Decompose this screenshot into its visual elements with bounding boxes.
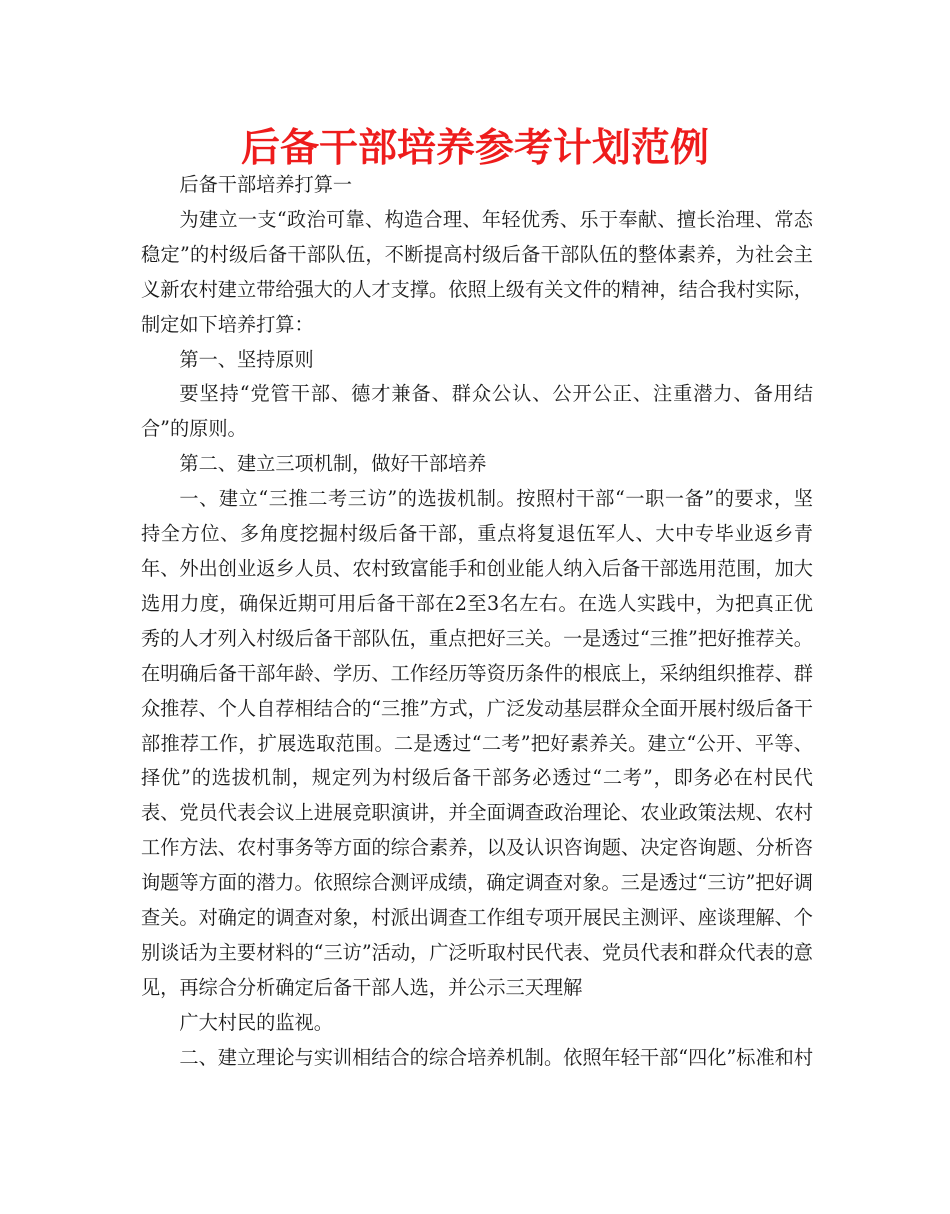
paragraph-section-two-heading: 第二、建立三项机制，做好干部培养 bbox=[179, 452, 487, 476]
paragraph-intro: 为建立一支“政治可靠、构造合理、年轻优秀、乐于奉献、擅长治理、常态稳定”的村级后备干部队伍，不断提高村级后备干部队伍的整体素养，为社会主义新农村建立带给强大的人才支撑。依照上级有关文件的精神，结合我村实际，制定如下培养打算： bbox=[141, 207, 813, 336]
paragraph-principles: 要坚持“党管干部、德才兼备、群众公认、公开公正、注重潜力、备用结合”的原则。 bbox=[141, 382, 813, 441]
paragraph-training-mechanism: 二、建立理论与实训相结合的综合培养机制。依照年轻干部“四化”标准和村 bbox=[179, 1045, 814, 1069]
paragraph-supervision: 广大村民的监视。 bbox=[179, 1010, 333, 1034]
document-title: 后备干部培养参考计划范例 bbox=[240, 126, 709, 171]
paragraph-section-one-heading: 第一、坚持原则 bbox=[179, 347, 314, 371]
paragraph-heading-plan-one: 后备干部培养打算一 bbox=[179, 173, 353, 196]
document-body bbox=[141, 168, 813, 1076]
paragraph-selection-mechanism: 一、建立“三推二考三访”的选拔机制。按照村干部“一职一备”的要求，坚持全方位、多角度挖掘村级后备干部，重点将复退伍军人、大中专毕业返乡青年、外出创业返乡人员、农村致富能手和创业能人纳入后备干部选用范围，加大选用力度，确保近期可用后备干部在2至3名左右。在选人实践中，为把真正优秀的人才列入村级后备干部队伍，重点把好三关。一是透过“三推”把好推荐关。在明确后备干部年龄、学历、工作经历等资历条件的根底上，采纳组织推荐、群众推荐、个人自荐相结合的“三推”方式，广泛发动基层群众全面开展村级后备干部推荐工作，扩展选取范围。二是透过“二考”把好素养关。建立“公开、平等、择优”的选拔机制，规定列为村级后备干部务必透过“二考”，即务必在村民代表、党员代表会议上进展竞职演讲，并全面调查政治理论、农业政策法规、农村工作方法、农村事务等方面的综合素养，以及认识咨询题、决定咨询题、分析咨询题等方面的潜力。依照综合测评成绩，确定调查对象。三是透过“三访”把好调查关。对确定的调查对象，村派出调查工作组专项开展民主测评、座谈理解、个别谈话为主要材料的“三访”活动，广泛听取村民代表、党员代表和群众代表的意见，再综合分析确定后备干部人选，并公示三天理解 bbox=[141, 487, 813, 999]
